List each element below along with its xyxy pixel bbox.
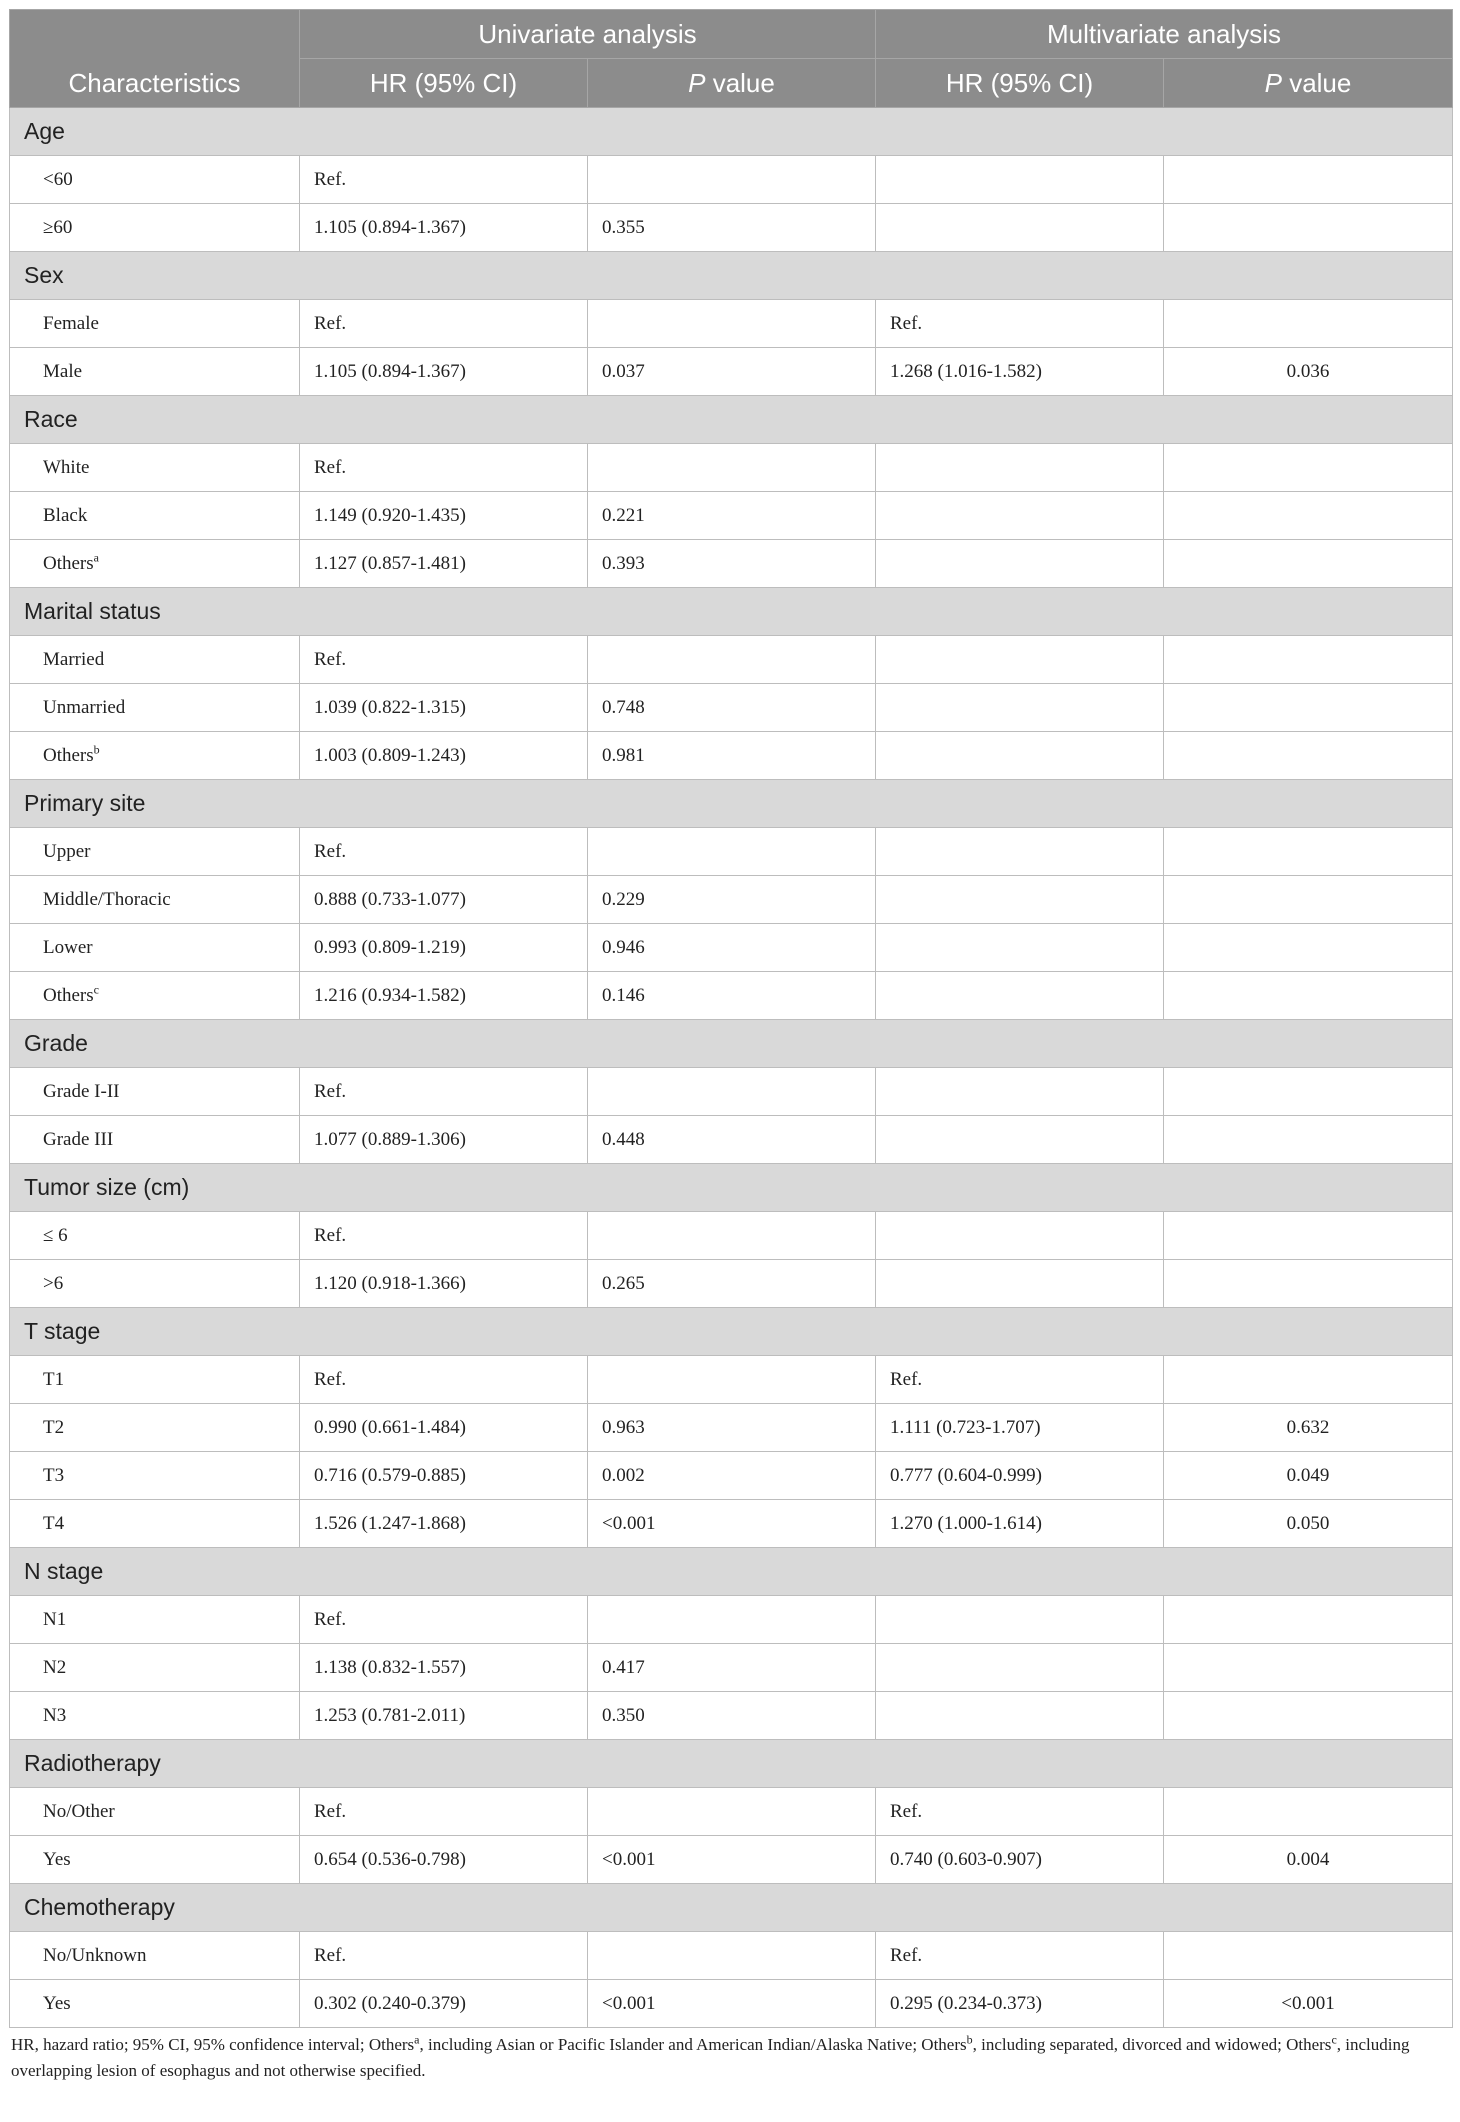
multivariate-p-cell: 0.049 xyxy=(1164,1452,1453,1500)
row-label: Yes xyxy=(43,1848,71,1870)
multivariate-p-cell xyxy=(1164,1356,1453,1404)
univariate-hr-cell: 0.888 (0.733-1.077) xyxy=(300,876,588,924)
table-row xyxy=(10,1932,1453,1980)
group-row xyxy=(10,588,1453,636)
multivariate-hr-cell xyxy=(876,540,1164,588)
univariate-hr-cell: 0.716 (0.579-0.885) xyxy=(300,1452,588,1500)
univariate-hr-cell: 1.003 (0.809-1.243) xyxy=(300,732,588,780)
univariate-p-cell xyxy=(588,444,876,492)
multivariate-p-cell xyxy=(1164,1260,1453,1308)
multivariate-hr-cell: Ref. xyxy=(876,1932,1164,1980)
multivariate-hr-cell xyxy=(876,1068,1164,1116)
table-row xyxy=(10,540,1453,588)
table-row xyxy=(10,444,1453,492)
table-row xyxy=(10,492,1453,540)
univariate-p-cell: 0.448 xyxy=(588,1116,876,1164)
row-label-cell xyxy=(10,300,300,348)
multivariate-hr-cell xyxy=(876,156,1164,204)
table-row xyxy=(10,1260,1453,1308)
multivariate-p-cell xyxy=(1164,540,1453,588)
row-label: Lower xyxy=(43,936,93,958)
table-row xyxy=(10,972,1453,1020)
footnote-sup-b: b xyxy=(966,2032,973,2047)
multivariate-hr-cell: 0.740 (0.603-0.907) xyxy=(876,1836,1164,1884)
univariate-p-cell xyxy=(588,1788,876,1836)
group-row xyxy=(10,780,1453,828)
footnote-text: , including separated, divorced and widowed; Others xyxy=(972,2035,1332,2054)
multivariate-hr-cell xyxy=(876,1260,1164,1308)
footnote-marker: a xyxy=(93,550,99,565)
multivariate-p-cell xyxy=(1164,1068,1453,1116)
table-row xyxy=(10,1692,1453,1740)
group-row xyxy=(10,1020,1453,1068)
multivariate-p-cell xyxy=(1164,1212,1453,1260)
row-label: N2 xyxy=(43,1656,67,1678)
row-label-cell xyxy=(10,972,300,1020)
footnote-marker: c xyxy=(93,982,99,997)
row-label-cell xyxy=(10,1212,300,1260)
table-row xyxy=(10,1836,1453,1884)
multivariate-p-cell xyxy=(1164,1788,1453,1836)
table-footnote xyxy=(9,2032,1451,2084)
univariate-p-cell: <0.001 xyxy=(588,1980,876,2028)
univariate-hr-cell: Ref. xyxy=(300,1356,588,1404)
row-label: Unmarried xyxy=(43,696,126,718)
row-label: Married xyxy=(43,648,105,670)
table-row xyxy=(10,1788,1453,1836)
row-label: Middle/Thoracic xyxy=(43,888,171,910)
multivariate-hr-cell xyxy=(876,732,1164,780)
table-row xyxy=(10,1596,1453,1644)
univariate-p-header xyxy=(588,59,876,108)
footnote-sup-a: a xyxy=(414,2032,420,2047)
multivariate-hr-cell: 0.295 (0.234-0.373) xyxy=(876,1980,1164,2028)
multivariate-hr-cell xyxy=(876,684,1164,732)
univariate-p-cell xyxy=(588,156,876,204)
multivariate-hr-cell: Ref. xyxy=(876,1356,1164,1404)
multivariate-hr-cell xyxy=(876,876,1164,924)
row-label: Upper xyxy=(43,840,91,862)
multivariate-p-cell xyxy=(1164,972,1453,1020)
table-row xyxy=(10,204,1453,252)
univariate-hr-cell: 1.105 (0.894-1.367) xyxy=(300,204,588,252)
row-label: T1 xyxy=(43,1368,65,1390)
group-row xyxy=(10,1308,1453,1356)
multivariate-p-cell xyxy=(1164,732,1453,780)
univariate-hr-cell: 0.990 (0.661-1.484) xyxy=(300,1404,588,1452)
multivariate-hr-cell: 1.111 (0.723-1.707) xyxy=(876,1404,1164,1452)
table-row xyxy=(10,1356,1453,1404)
multivariate-hr-header: HR (95% CI) xyxy=(876,59,1164,108)
univariate-p-cell: 0.146 xyxy=(588,972,876,1020)
multivariate-p-cell xyxy=(1164,1116,1453,1164)
univariate-hr-cell: Ref. xyxy=(300,636,588,684)
row-label-cell xyxy=(10,876,300,924)
group-row xyxy=(10,1884,1453,1932)
univariate-p-cell: 0.748 xyxy=(588,684,876,732)
group-row xyxy=(10,252,1453,300)
univariate-p-cell: 0.946 xyxy=(588,924,876,972)
table-row xyxy=(10,1644,1453,1692)
row-label-cell xyxy=(10,1644,300,1692)
multivariate-p-cell xyxy=(1164,204,1453,252)
row-label-cell xyxy=(10,1788,300,1836)
row-label: N1 xyxy=(43,1608,67,1630)
multivariate-p-cell xyxy=(1164,636,1453,684)
multivariate-hr-cell xyxy=(876,492,1164,540)
univariate-hr-cell: 1.526 (1.247-1.868) xyxy=(300,1500,588,1548)
multivariate-hr-cell: 1.268 (1.016-1.582) xyxy=(876,348,1164,396)
univariate-hr-cell: 0.654 (0.536-0.798) xyxy=(300,1836,588,1884)
row-label-cell xyxy=(10,636,300,684)
row-label: No/Other xyxy=(43,1800,115,1822)
multivariate-header: Multivariate analysis xyxy=(876,10,1453,59)
table-row xyxy=(10,636,1453,684)
group-label: Chemotherapy xyxy=(10,1884,1453,1932)
multivariate-hr-cell xyxy=(876,972,1164,1020)
univariate-p-cell xyxy=(588,1212,876,1260)
univariate-hr-cell: 1.127 (0.857-1.481) xyxy=(300,540,588,588)
multivariate-hr-cell xyxy=(876,1116,1164,1164)
multivariate-hr-cell: 1.270 (1.000-1.614) xyxy=(876,1500,1164,1548)
row-label-cell xyxy=(10,204,300,252)
row-label: N3 xyxy=(43,1704,67,1726)
footnote-text: , including Asian or Pacific Islander and American Indian/Alaska Native; Others xyxy=(419,2035,967,2054)
univariate-hr-cell: 1.138 (0.832-1.557) xyxy=(300,1644,588,1692)
row-label: Female xyxy=(43,312,99,334)
table-row xyxy=(10,684,1453,732)
row-label: Yes xyxy=(43,1992,71,2014)
univariate-p-cell xyxy=(588,1356,876,1404)
univariate-p-cell xyxy=(588,1596,876,1644)
univariate-p-cell: 0.355 xyxy=(588,204,876,252)
multivariate-p-cell: 0.004 xyxy=(1164,1836,1453,1884)
univariate-hr-cell: 1.120 (0.918-1.366) xyxy=(300,1260,588,1308)
univariate-hr-cell: 0.993 (0.809-1.219) xyxy=(300,924,588,972)
row-label-cell xyxy=(10,156,300,204)
univariate-p-cell: 0.417 xyxy=(588,1644,876,1692)
table-row xyxy=(10,1404,1453,1452)
univariate-hr-cell: Ref. xyxy=(300,828,588,876)
univariate-hr-cell: 1.253 (0.781-2.011) xyxy=(300,1692,588,1740)
table-row xyxy=(10,300,1453,348)
univariate-hr-cell: 1.149 (0.920-1.435) xyxy=(300,492,588,540)
table-row xyxy=(10,924,1453,972)
group-row xyxy=(10,1164,1453,1212)
group-label: Sex xyxy=(10,252,1453,300)
row-label-cell xyxy=(10,684,300,732)
univariate-p-cell xyxy=(588,300,876,348)
multivariate-hr-cell: Ref. xyxy=(876,300,1164,348)
multivariate-p-cell xyxy=(1164,444,1453,492)
univariate-hr-cell: Ref. xyxy=(300,300,588,348)
univariate-p-cell: 0.265 xyxy=(588,1260,876,1308)
row-label: Others xyxy=(43,552,94,574)
row-label-cell xyxy=(10,1932,300,1980)
multivariate-hr-cell: 0.777 (0.604-0.999) xyxy=(876,1452,1164,1500)
group-row xyxy=(10,1548,1453,1596)
univariate-p-cell xyxy=(588,1068,876,1116)
row-label: ≤ 6 xyxy=(43,1224,68,1246)
row-label-cell xyxy=(10,1260,300,1308)
table-row xyxy=(10,1068,1453,1116)
table-header xyxy=(10,10,1453,108)
univariate-p-cell xyxy=(588,1932,876,1980)
row-label-cell xyxy=(10,348,300,396)
characteristics-header: Characteristics xyxy=(10,10,300,108)
row-label: T4 xyxy=(43,1512,65,1534)
univariate-p-cell: <0.001 xyxy=(588,1500,876,1548)
row-label: T2 xyxy=(43,1416,65,1438)
univariate-hr-cell: Ref. xyxy=(300,156,588,204)
group-label: Tumor size (cm) xyxy=(10,1164,1453,1212)
univariate-hr-cell: Ref. xyxy=(300,1068,588,1116)
group-label: T stage xyxy=(10,1308,1453,1356)
row-label: Black xyxy=(43,504,88,526)
row-label-cell xyxy=(10,444,300,492)
row-label-cell xyxy=(10,540,300,588)
row-label-cell xyxy=(10,1116,300,1164)
p-rest: value xyxy=(705,67,775,98)
group-row xyxy=(10,108,1453,156)
row-label: Others xyxy=(43,744,94,766)
table-row xyxy=(10,1980,1453,2028)
table-row xyxy=(10,732,1453,780)
multivariate-hr-cell xyxy=(876,1596,1164,1644)
multivariate-p-cell xyxy=(1164,1596,1453,1644)
univariate-hr-cell: Ref. xyxy=(300,1932,588,1980)
univariate-hr-header: HR (95% CI) xyxy=(300,59,588,108)
multivariate-hr-cell xyxy=(876,1212,1164,1260)
group-row xyxy=(10,1740,1453,1788)
multivariate-p-cell xyxy=(1164,1644,1453,1692)
footnote-sup-c: c xyxy=(1331,2032,1337,2047)
multivariate-hr-cell: Ref. xyxy=(876,1788,1164,1836)
table-row xyxy=(10,828,1453,876)
univariate-p-cell: 0.393 xyxy=(588,540,876,588)
group-label: Radiotherapy xyxy=(10,1740,1453,1788)
univariate-hr-cell: Ref. xyxy=(300,444,588,492)
univariate-p-cell: <0.001 xyxy=(588,1836,876,1884)
p-rest: value xyxy=(1281,67,1352,98)
univariate-p-cell: 0.037 xyxy=(588,348,876,396)
group-row xyxy=(10,396,1453,444)
univariate-hr-cell: 1.039 (0.822-1.315) xyxy=(300,684,588,732)
table-row xyxy=(10,876,1453,924)
univariate-hr-cell: 1.105 (0.894-1.367) xyxy=(300,348,588,396)
row-label-cell xyxy=(10,492,300,540)
univariate-hr-cell: Ref. xyxy=(300,1596,588,1644)
table-body xyxy=(10,108,1453,2028)
table-row xyxy=(10,1452,1453,1500)
multivariate-hr-cell xyxy=(876,636,1164,684)
multivariate-p-cell xyxy=(1164,300,1453,348)
multivariate-hr-cell xyxy=(876,204,1164,252)
row-label-cell xyxy=(10,1500,300,1548)
univariate-header: Univariate analysis xyxy=(300,10,876,59)
table-row xyxy=(10,1116,1453,1164)
univariate-p-cell: 0.229 xyxy=(588,876,876,924)
univariate-p-cell: 0.963 xyxy=(588,1404,876,1452)
row-label-cell xyxy=(10,924,300,972)
row-label-cell xyxy=(10,1356,300,1404)
univariate-p-cell: 0.221 xyxy=(588,492,876,540)
row-label: Male xyxy=(43,360,83,382)
group-label: Race xyxy=(10,396,1453,444)
univariate-p-cell xyxy=(588,828,876,876)
multivariate-p-header xyxy=(1164,59,1453,108)
row-label-cell xyxy=(10,1404,300,1452)
row-label: Grade I-II xyxy=(43,1080,120,1102)
multivariate-p-cell xyxy=(1164,1932,1453,1980)
univariate-hr-cell: 1.216 (0.934-1.582) xyxy=(300,972,588,1020)
row-label-cell xyxy=(10,1596,300,1644)
multivariate-p-cell xyxy=(1164,924,1453,972)
group-label: Primary site xyxy=(10,780,1453,828)
row-label: <60 xyxy=(43,168,73,190)
footnote-text: , including overlapping lesion of esophagus and not otherwise specified. xyxy=(11,2035,1410,2080)
footnote-marker: b xyxy=(93,742,100,757)
multivariate-hr-cell xyxy=(876,1692,1164,1740)
row-label: Grade III xyxy=(43,1128,114,1150)
group-label: N stage xyxy=(10,1548,1453,1596)
p-italic: P xyxy=(688,67,706,98)
group-label: Age xyxy=(10,108,1453,156)
multivariate-hr-cell xyxy=(876,924,1164,972)
multivariate-p-cell xyxy=(1164,684,1453,732)
multivariate-p-cell: 0.050 xyxy=(1164,1500,1453,1548)
row-label-cell xyxy=(10,1068,300,1116)
multivariate-hr-cell xyxy=(876,828,1164,876)
multivariate-p-cell: 0.632 xyxy=(1164,1404,1453,1452)
table-row xyxy=(10,156,1453,204)
row-label-cell xyxy=(10,828,300,876)
row-label: >6 xyxy=(43,1272,64,1294)
multivariate-hr-cell xyxy=(876,444,1164,492)
multivariate-p-cell: <0.001 xyxy=(1164,1980,1453,2028)
univariate-p-cell: 0.981 xyxy=(588,732,876,780)
footnote-text: HR, hazard ratio; 95% CI, 95% confidence interval; Others xyxy=(11,2035,415,2054)
univariate-hr-cell: 1.077 (0.889-1.306) xyxy=(300,1116,588,1164)
row-label: No/Unknown xyxy=(43,1944,147,1966)
table-row xyxy=(10,1212,1453,1260)
row-label-cell xyxy=(10,732,300,780)
univariate-hr-cell: Ref. xyxy=(300,1212,588,1260)
univariate-p-cell: 0.350 xyxy=(588,1692,876,1740)
multivariate-hr-cell xyxy=(876,1644,1164,1692)
p-italic: P xyxy=(1264,67,1282,98)
multivariate-p-cell xyxy=(1164,876,1453,924)
univariate-p-cell xyxy=(588,636,876,684)
row-label-cell xyxy=(10,1692,300,1740)
univariate-hr-cell: Ref. xyxy=(300,1788,588,1836)
multivariate-p-cell xyxy=(1164,492,1453,540)
multivariate-p-cell xyxy=(1164,828,1453,876)
table-row xyxy=(10,1500,1453,1548)
univariate-hr-cell: 0.302 (0.240-0.379) xyxy=(300,1980,588,2028)
table-container xyxy=(9,9,1452,2084)
univariate-p-cell: 0.002 xyxy=(588,1452,876,1500)
row-label: Others xyxy=(43,984,94,1006)
row-label-cell xyxy=(10,1980,300,2028)
row-label-cell xyxy=(10,1452,300,1500)
multivariate-p-cell xyxy=(1164,1692,1453,1740)
group-label: Grade xyxy=(10,1020,1453,1068)
multivariate-p-cell: 0.036 xyxy=(1164,348,1453,396)
cox-regression-table xyxy=(9,9,1453,2028)
row-label: ≥60 xyxy=(43,216,73,238)
row-label: T3 xyxy=(43,1464,65,1486)
table-row xyxy=(10,348,1453,396)
multivariate-p-cell xyxy=(1164,156,1453,204)
row-label: White xyxy=(43,456,90,478)
row-label-cell xyxy=(10,1836,300,1884)
group-label: Marital status xyxy=(10,588,1453,636)
